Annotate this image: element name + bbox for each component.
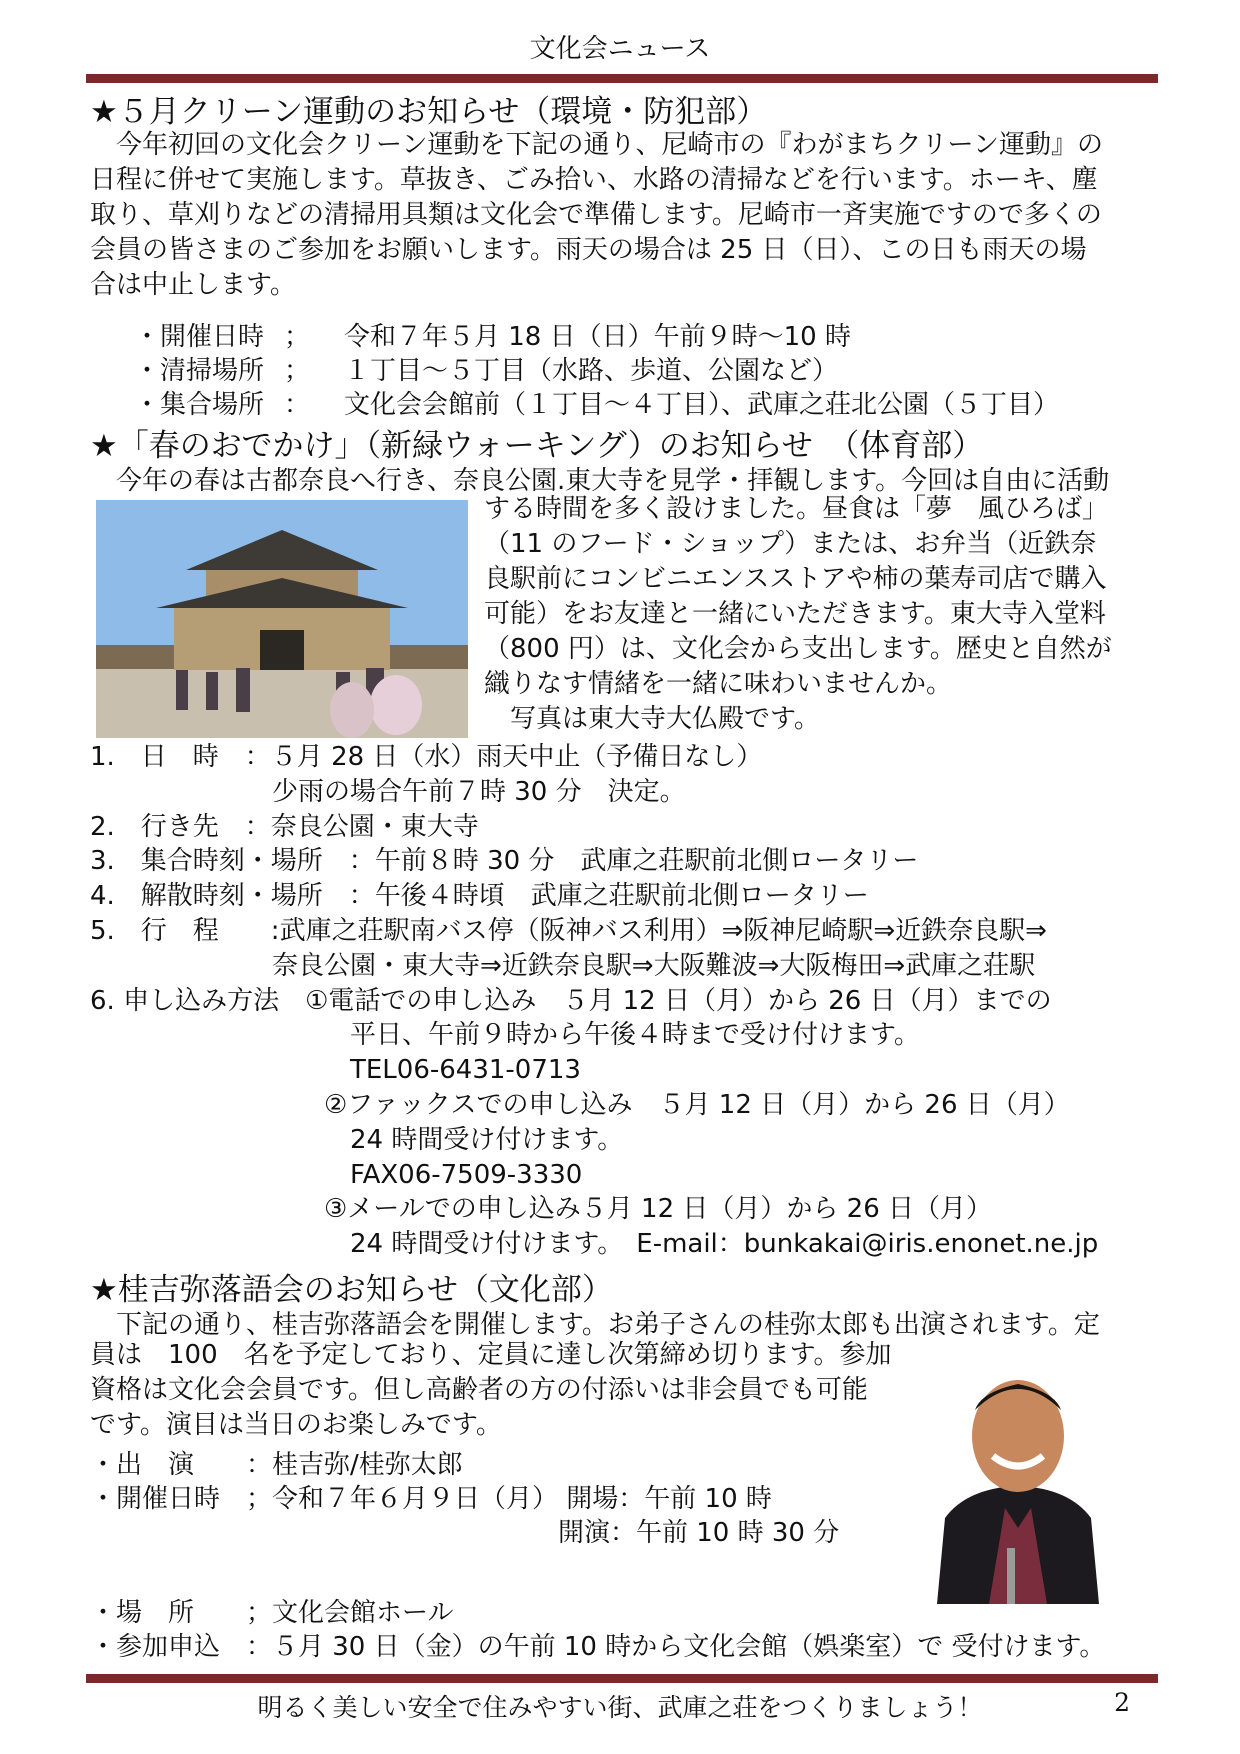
top-divider xyxy=(86,74,1158,83)
spring-detail-line: 24 時間受け付けます。 xyxy=(90,1124,624,1155)
newsletter-title: 文化会ニュース xyxy=(529,34,711,64)
spring-detail-line: FAX06-7509-3330 xyxy=(90,1159,583,1190)
spring-detail-line: 6. 申し込み方法 ①電話での申し込み ５月 12 日（月）から 26 日（月）までの xyxy=(90,985,1052,1016)
spring-detail-line: ③メールでの申し込み５月 12 日（月）から 26 日（月） xyxy=(90,1194,993,1225)
spring-detail-line: 平日、午前９時から午後４時まで受け付けます。 xyxy=(90,1020,920,1051)
spring-detail-line: 5. 行 程 :武庫之荘駅南バス停（阪神バス利用）⇒阪神尼崎駅⇒近鉄奈良駅⇒ xyxy=(90,915,1047,946)
spring-detail-line: 2. 行き先 ：奈良公園・東大寺 xyxy=(90,811,479,842)
footer-slogan: 明るく美しい安全で住みやすい街、武庫之荘をつくりましょう！ xyxy=(257,1693,983,1722)
spring-wrap-line: （800 円）は、文化会から支出します。歴史と自然が xyxy=(484,634,1112,664)
clean-item-value: 令和７年５月 18 日（日）午前９時～10 時 xyxy=(344,322,851,352)
spring-wrap-line: 良駅前にコンビニエンスストアや柿の葉寿司店で購入 xyxy=(484,564,1107,594)
spring-wrap-line: 可能）をお友達と一緒にいただきます。東大寺入堂料 xyxy=(484,599,1106,629)
performer-photo xyxy=(927,1358,1109,1604)
clean-item-label: ・清掃場所 xyxy=(134,356,265,386)
clean-item-sep: ； xyxy=(284,356,311,386)
clean-body-line: 今年初回の文化会クリーン運動を下記の通り、尼崎市の『わがまちクリーン運動』の xyxy=(90,130,1103,160)
rakugo-item: ・出 演 ：桂吉弥/桂弥太郎 xyxy=(90,1450,463,1480)
clean-item-value: 文化会会館前（１丁目～４丁目）、武庫之荘北公園（５丁目） xyxy=(344,390,1060,420)
clean-body-line: 会員の皆さまのご参加をお願いします。雨天の場合は 25 日（日）、この日も雨天の場 xyxy=(90,235,1087,265)
spring-detail-line: 24 時間受け付けます。 E-mail：bunkakai@iris.enonet.ne.jp xyxy=(90,1229,1099,1260)
spring-wrap-line: 写真は東大寺大仏殿です。 xyxy=(484,704,820,734)
todaiji-hall-illustration xyxy=(96,500,468,738)
clean-body-line: 取り、草刈りなどの清掃用具類は文化会で準備します。尼崎市一斉実施ですので多くの xyxy=(90,200,1102,230)
spring-detail-line: 4. 解散時刻・場所 ：午後４時頃 武庫之荘駅前北側ロータリー xyxy=(90,881,869,912)
performer-illustration xyxy=(927,1358,1109,1604)
clean-item xyxy=(134,350,838,387)
spring-detail-line: 1. 日 時 ：５月 28 日（水）雨天中止（予備日なし） xyxy=(90,742,763,772)
rakugo-intro: 下記の通り、桂吉弥落語会を開催します。お弟子さんの桂弥太郎も出演されます。定 xyxy=(90,1310,1100,1340)
spring-heading: ★「春のおでかけ」（新緑ウォーキング）のお知らせ （体育部） xyxy=(90,428,984,464)
rakugo-wrap-text xyxy=(90,1338,910,1443)
page-number: 2 xyxy=(1114,1688,1130,1717)
clean-item-sep: ； xyxy=(284,322,311,352)
rakugo-wrap-line: です。演目は当日のお楽しみです。 xyxy=(90,1410,502,1440)
spring-detail-line: TEL06-6431-0713 xyxy=(90,1055,581,1086)
clean-item-label: ・集合場所 xyxy=(134,390,265,420)
clean-body-line: 合は中止します。 xyxy=(90,270,296,300)
spring-wrap-line: する時間を多く設けました。昼食は「夢 風ひろば」 xyxy=(484,494,1109,524)
todaiji-photo xyxy=(96,500,468,738)
spring-detail-line: 3. 集合時刻・場所 ：午前８時 30 分 武庫之荘駅前北側ロータリー xyxy=(90,846,919,877)
spring-wrap-line: 織りなす情緒を一緒に味わいませんか。 xyxy=(484,669,953,699)
clean-item-value: １丁目～５丁目（水路、歩道、公園など） xyxy=(344,356,839,386)
spring-wrap-text xyxy=(484,492,1164,737)
rakugo-heading: ★桂吉弥落語会のお知らせ（文化部） xyxy=(90,1272,613,1308)
rakugo-wrap-line: 資格は文化会会員です。但し高齢者の方の付添いは非会員でも可能 xyxy=(90,1375,868,1405)
clean-item-label: ・開催日時 xyxy=(134,322,265,352)
spring-intro: 今年の春は古都奈良へ行き、奈良公園.東大寺を見学・拝観します。今回は自由に活動 xyxy=(90,466,1110,496)
clean-body xyxy=(90,128,1160,303)
clean-body-line: 日程に併せて実施します。草抜き、ごみ拾い、水路の清掃などを行います。ホーキ、塵 xyxy=(90,165,1098,195)
bottom-divider xyxy=(86,1674,1158,1683)
spring-detail-line: ②ファックスでの申し込み ５月 12 日（月）から 26 日（月） xyxy=(90,1089,1070,1120)
spring-detail-line: 奈良公園・東大寺⇒近鉄奈良駅⇒大阪難波⇒大阪梅田⇒武庫之荘駅 xyxy=(90,950,1036,981)
rakugo-item: 開演：午前 10 時 30 分 xyxy=(90,1518,840,1548)
spring-detail-line: 少雨の場合午前７時 30 分 決定。 xyxy=(90,776,686,807)
clean-item xyxy=(134,316,851,353)
spring-details xyxy=(90,740,1170,1262)
rakugo-item: ・開催日時 ；令和７年６月９日（月） 開場：午前 10 時 xyxy=(90,1484,772,1514)
clean-item-sep: ： xyxy=(284,390,311,420)
clean-item xyxy=(134,384,1059,421)
rakugo-item: ・場 所 ；文化会館ホール xyxy=(90,1598,454,1628)
rakugo-item: ・参加申込 ：５月 30 日（金）の午前 10 時から文化会館（娯楽室）で 受付けます。 xyxy=(90,1632,1106,1662)
spring-wrap-line: （11 のフード・ショップ）または、お弁当（近鉄奈 xyxy=(484,529,1097,559)
clean-heading: ★５月クリーン運動のお知らせ（環境・防犯部） xyxy=(90,94,768,130)
rakugo-wrap-line: 員は 100 名を予定しており、定員に達し次第締め切ります。参加 xyxy=(90,1340,892,1370)
